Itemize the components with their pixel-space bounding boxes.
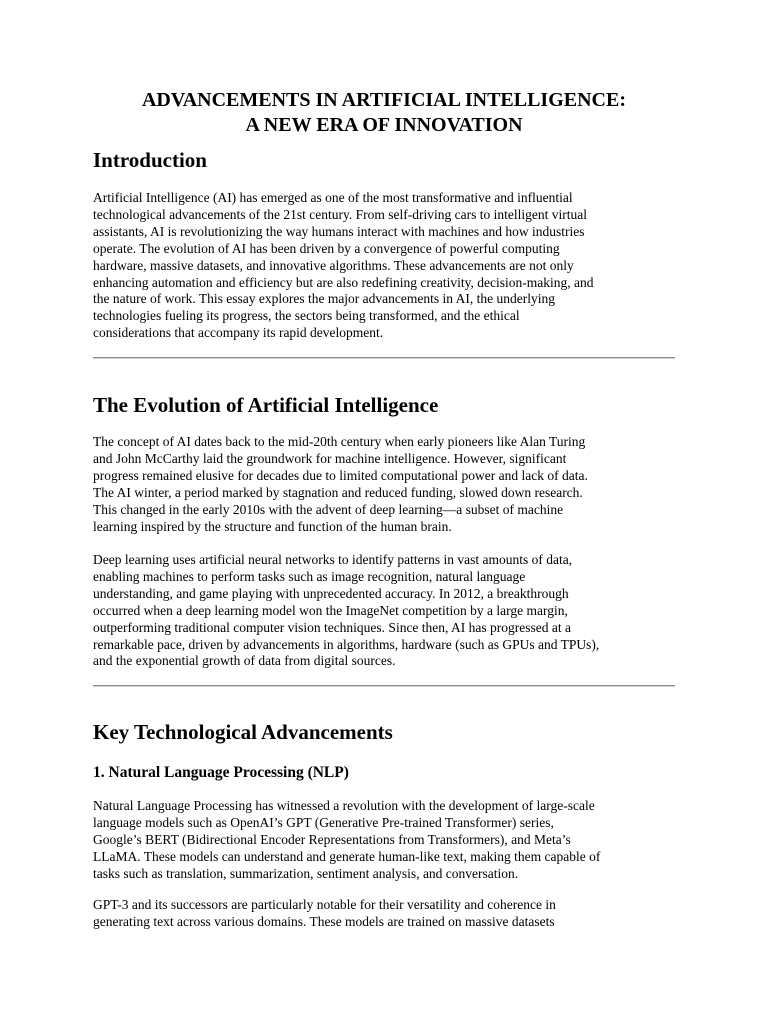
heading-evolution: The Evolution of Artificial Intelligence (93, 393, 439, 417)
evolution-paragraph-2: Deep learning uses artificial neural networks to identify patterns in vast amounts of data, enabling machines to perform tasks such as image recognition, natural language understanding, and game playing with unprecedented accuracy. In 2012, a breakthrough occurred when a deep learning model won the ImageNet competition by a large margin, outperforming traditional computer vision techniques. Since then, AI has progressed at a remarkable pace, driven by advancements in algorithms, hardware (such as GPUs and TPUs), and the exponential growth of data from digital sources. (93, 552, 600, 669)
heading-introduction: Introduction (93, 148, 207, 172)
title-line-1: ADVANCEMENTS IN ARTIFICIAL INTELLIGENCE: (141, 89, 627, 111)
nlp-paragraph-2: GPT-3 and its successors are particularly notable for their versatility and coherence in generating text across various domains. These models are trained on massive datasets (93, 897, 556, 929)
section-divider (93, 357, 675, 359)
section-divider (93, 685, 675, 687)
nlp-paragraph-1: Natural Language Processing has witnessed a revolution with the development of large-scale language models such as OpenAI’s GPT (Generative Pre-trained Transformer) series, Google’s BERT (Bidirectional Encoder Representations from Transformers), and Meta’s LLaMA. These models can understand and generate human-like text, making them capable of tasks such as translation, summarization, sentiment analysis, and conversation. (93, 798, 601, 881)
subheading-nlp: 1. Natural Language Processing (NLP) (93, 764, 349, 781)
document-title (93, 88, 675, 138)
evolution-paragraph-1: The concept of AI dates back to the mid-20th century when early pioneers like Alan Turing and John McCarthy laid the groundwork for machine intelligence. However, significant progress remained elusive for decades due to limited computational power and lack of data. The AI winter, a period marked by stagnation and reduced funding, slowed down research. This changed in the early 2010s with the advent of deep learning—a subset of machine learning inspired by the structure and function of the human brain. (93, 434, 588, 534)
heading-key-advancements: Key Technological Advancements (93, 720, 393, 744)
intro-paragraph: Artificial Intelligence (AI) has emerged as one of the most transformative and influential technological advancements of the 21st century. From self-driving cars to intelligent virtual assistants, AI is revolutionizing the way humans interact with machines and how industries operate. The evolution of AI has been driven by a convergence of powerful computing hardware, massive datasets, and innovative algorithms. These advancements are not only enhancing automation and efficiency but are also redefining creativity, decision-making, and the nature of work. This essay explores the major advancements in AI, the underlying technologies fueling its progress, the sectors being transformed, and the ethical considerations that accompany its rapid development. (93, 190, 594, 341)
title-line-2: A NEW ERA OF INNOVATION (245, 114, 523, 136)
